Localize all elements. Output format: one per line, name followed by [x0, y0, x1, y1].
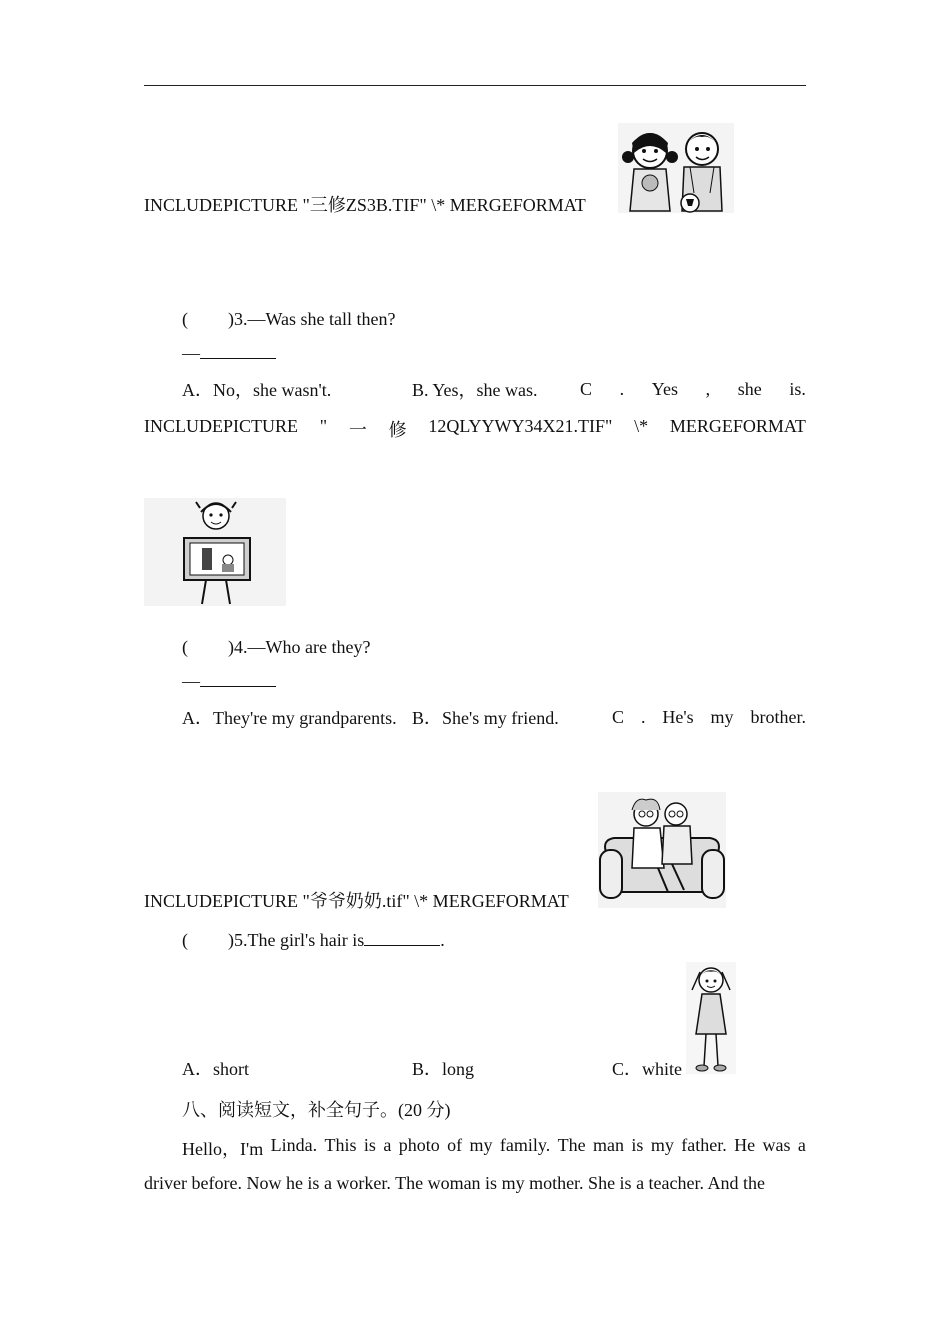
- passage-word: my: [469, 1135, 493, 1155]
- passage-word: of: [447, 1135, 463, 1155]
- answer-line-4: [182, 670, 276, 692]
- option-3c-part: she: [737, 379, 762, 399]
- girl-photo-drawing: [144, 498, 286, 606]
- grandparents-drawing: [598, 792, 726, 908]
- passage-word: photo: [398, 1135, 440, 1155]
- question-5: [182, 929, 445, 951]
- passage-word: a: [383, 1135, 392, 1155]
- question-3: [182, 308, 396, 330]
- option-4c-part: brother.: [750, 707, 806, 727]
- option-4c-part: .: [640, 707, 646, 727]
- passage-word: a: [797, 1135, 806, 1155]
- question-5-end: .: [440, 930, 445, 950]
- passage-word: He: [734, 1135, 756, 1155]
- header-rule: [144, 85, 806, 86]
- answer-paren-4[interactable]: (: [182, 637, 188, 657]
- question-3-text: )3.—Was she tall then?: [228, 309, 396, 329]
- option-3c-part: .: [619, 379, 625, 399]
- passage-word: is: [631, 1135, 644, 1155]
- passage-line-2: driver before. Now he is a worker. The woman is my mother. She is a teacher. And the: [144, 1173, 766, 1193]
- answer-paren-5[interactable]: (: [182, 930, 188, 950]
- field-code-2-part: INCLUDEPICTURE: [144, 416, 298, 436]
- option-3c: [580, 379, 806, 400]
- girl-holding-photo-picture: [144, 498, 286, 606]
- field-code-2-part: 12QLYYWY34X21.TIF": [428, 416, 613, 436]
- passage-word: family.: [499, 1135, 551, 1155]
- question-4-text: )4.—Who are they?: [228, 637, 371, 657]
- field-code-2-part: 一: [348, 420, 367, 440]
- field-code-2-part: ": [319, 416, 328, 436]
- answer-dash: —: [182, 343, 200, 363]
- option-5c: C．white: [612, 1059, 682, 1079]
- passage-word: This: [324, 1135, 357, 1155]
- answer-blank-4[interactable]: [200, 672, 276, 687]
- option-3b: B. Yes，she was.: [412, 380, 538, 400]
- field-code-2-part: 修: [388, 420, 407, 440]
- option-3c-part: ,: [705, 379, 711, 399]
- passage-word: father.: [681, 1135, 727, 1155]
- two-kids-drawing: [618, 123, 734, 213]
- girl-short-hair-drawing: [686, 962, 736, 1074]
- answer-blank-5[interactable]: [364, 931, 440, 946]
- option-4c-part: He's: [662, 707, 694, 727]
- passage-word: Hello，I'm: [182, 1139, 264, 1159]
- girl-short-hair-picture: [686, 962, 736, 1074]
- answer-line-3: [182, 342, 276, 364]
- option-4b: B．She's my friend.: [412, 708, 559, 728]
- option-4c-part: C: [612, 707, 625, 727]
- option-4c-part: my: [710, 707, 734, 727]
- question-5-text: )5.The girl's hair is: [228, 930, 365, 950]
- passage-word: is: [363, 1135, 376, 1155]
- option-4a: A．They're my grandparents.: [182, 708, 397, 728]
- field-code-3: INCLUDEPICTURE "爷爷奶奶.tif" \* MERGEFORMAT: [144, 891, 569, 911]
- grandparents-sofa-picture: [598, 792, 726, 908]
- passage-word: man: [593, 1135, 625, 1155]
- option-3c-part: is.: [789, 379, 806, 399]
- field-code-2-part: \*: [634, 416, 649, 436]
- passage-word: Linda.: [270, 1135, 318, 1155]
- answer-dash: —: [182, 671, 200, 691]
- passage-word: my: [650, 1135, 674, 1155]
- option-3c-part: Yes: [651, 379, 678, 399]
- two-kids-picture: [618, 123, 734, 213]
- section-8-heading: 八、阅读短文，补全句子。(20 分): [182, 1100, 451, 1120]
- option-4c: [612, 707, 806, 728]
- answer-paren-3[interactable]: (: [182, 309, 188, 329]
- passage-line-1: [182, 1135, 806, 1161]
- question-4: [182, 636, 370, 658]
- field-code-2-part: MERGEFORMAT: [669, 416, 806, 436]
- passage-word: was: [762, 1135, 791, 1155]
- field-code-2: [144, 416, 806, 442]
- option-3a: A．No，she wasn't.: [182, 380, 332, 400]
- option-5b: B．long: [412, 1059, 475, 1079]
- option-3c-part: C: [580, 379, 593, 399]
- answer-blank-3[interactable]: [200, 344, 276, 359]
- field-code-1: INCLUDEPICTURE "三修ZS3B.TIF" \* MERGEFORMAT: [144, 195, 586, 215]
- passage-word: The: [557, 1135, 586, 1155]
- option-5a: A．short: [182, 1059, 249, 1079]
